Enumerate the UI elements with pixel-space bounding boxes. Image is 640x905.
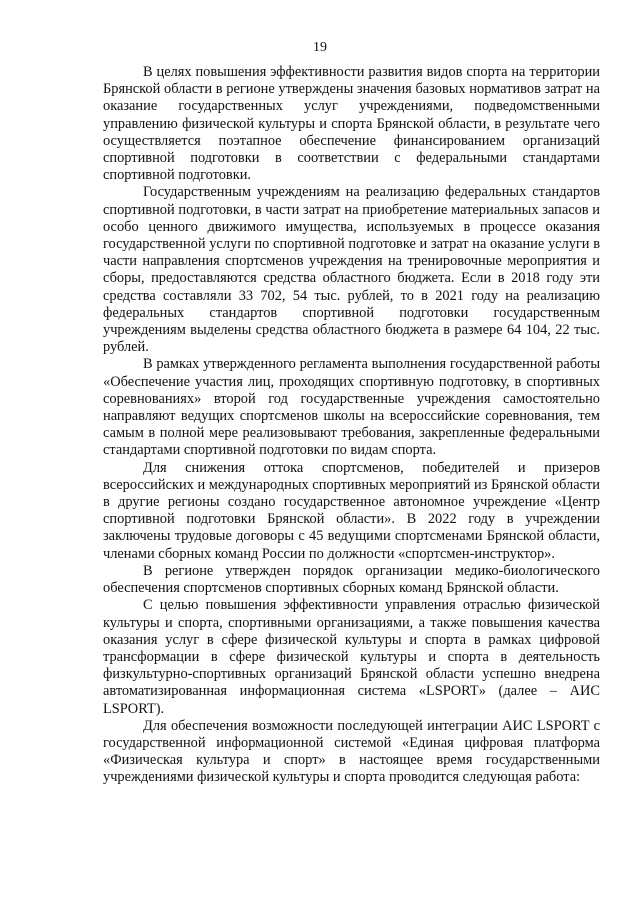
paragraph-6: С целью повышения эффективности управления отраслью физической культуры и спорта, спортивными организациями, а также повышения качества оказания услуг в сфере физической культуры и спорта в рамках цифровой трансформации в сфере физической культуры и спорта в деятельность физкультурно-спортивных организаций Брянской области успешно внедрена автоматизированная информационная система «LSPORT» (далее – АИС LSPORT).: [103, 597, 600, 717]
document-body: [103, 64, 600, 787]
paragraph-1: В целях повышения эффективности развития видов спорта на территории Брянской области в регионе утверждены значения базовых нормативов затрат на оказание государственных услуг учреждениями, подведомственными управлению физической культуры и спорта Брянской области, в результате чего осуществляется поэтапное обеспечение финансированием организаций спортивной подготовки в соответствии с федеральными стандартами спортивной подготовки.: [103, 64, 600, 184]
paragraph-2: Государственным учреждениям на реализацию федеральных стандартов спортивной подготовки, в части затрат на приобретение материальных запасов и особо ценного движимого имущества, используемых в процессе оказания государственной услуги по спортивной подготовке и затрат на оказание услуги в части направления спортсменов учреждения на тренировочные мероприятия и сборы, предоставляются средства областного бюджета. Если в 2018 году эти средства составляли 33 702, 54 тыс. рублей, то в 2021 году на реализацию федеральных стандартов спортивной подготовки государственным учреждениям выделены средства областного бюджета в размере 64 104, 22 тыс. рублей.: [103, 184, 600, 356]
paragraph-3: В рамках утвержденного регламента выполнения государственной работы «Обеспечение участия лиц, проходящих спортивную подготовку, в спортивных соревнованиях» второй год государственные учреждения самостоятельно направляют ведущих спортсменов школы на всероссийские соревнования, тем самым в полной мере реализовывают требования, закрепленные федеральными стандартами спортивной подготовки по видам спорта.: [103, 356, 600, 459]
paragraph-4: Для снижения оттока спортсменов, победителей и призеров всероссийских и международных спортивных мероприятий из Брянской области в другие регионы создано государственное автономное учреждение «Центр спортивной подготовки Брянской области». В 2022 году в учреждении заключены трудовые договоры с 45 ведущими спортсменами Брянской области, членами сборных команд России по должности «спортсмен-инструктор».: [103, 459, 600, 562]
page-number: 19: [313, 40, 327, 55]
paragraph-5: В регионе утвержден порядок организации медико-биологического обеспечения спортсменов спортивных сборных команд Брянской области.: [103, 562, 600, 597]
paragraph-7: Для обеспечения возможности последующей интеграции АИС LSPORT с государственной информационной системой «Единая цифровая платформа «Физическая культура и спорт» в настоящее время государственными учреждениями физической культуры и спорта проводится следующая работа:: [103, 717, 600, 786]
